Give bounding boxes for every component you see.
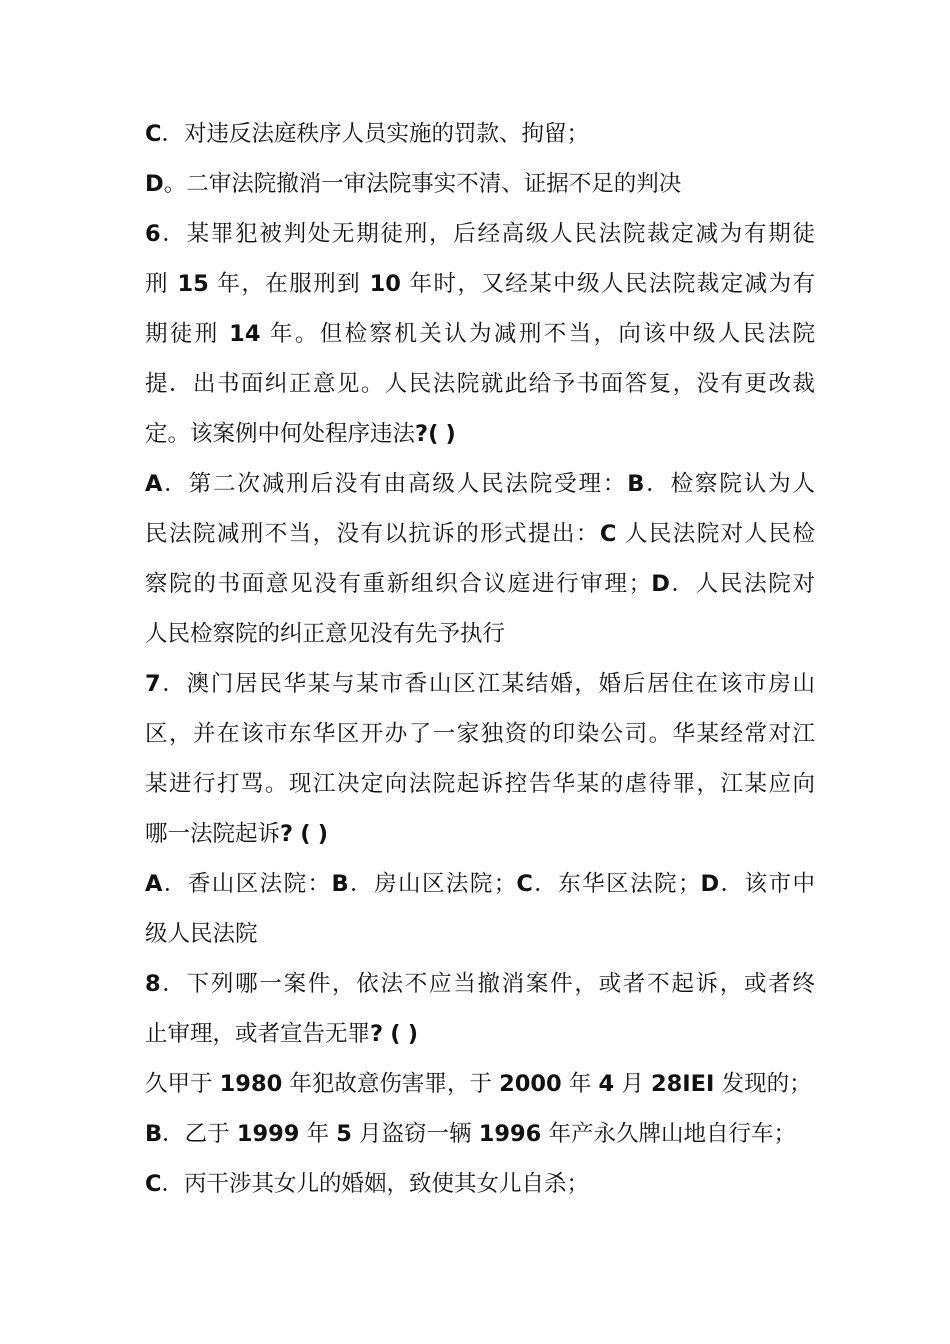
question-8-line-1: 8．下列哪一案件，依法不应当撤消案件，或者不起诉，或者终 bbox=[145, 971, 815, 997]
question-6-options-line-1: A．第二次减刑后没有由高级人民法院受理：B．检察院认为人 bbox=[145, 471, 815, 497]
question-7-options-line-1: A．香山区法院：B．房山区法院；C．东华区法院；D．该市中 bbox=[145, 871, 815, 897]
question-6-line-2: 刑 15 年，在服刑到 10 年时，又经某中级人民法院裁定减为有 bbox=[145, 271, 815, 297]
question-6-options-line-3: 察院的书面意见没有重新组织合议庭进行审理；D．人民法院对 bbox=[145, 571, 815, 597]
question-6-line-4: 提．出书面纠正意见。人民法院就此给予书面答复，没有更改裁 bbox=[145, 371, 815, 397]
question-6-line-1: 6．某罪犯被判处无期徒刑，后经高级人民法院裁定减为有期徒 bbox=[145, 221, 815, 247]
question-6-line-5: 定。该案例中何处程序违法?( ) bbox=[145, 421, 456, 447]
question-6-options-line-4: 人民检察院的纠正意见没有先予执行 bbox=[145, 621, 506, 647]
question-7-options-line-2: 级人民法院 bbox=[145, 921, 258, 947]
question-8-option-a: 久甲于 1980 年犯故意伤害罪，于 2000 年 4 月 28IEI 发现的； bbox=[145, 1071, 812, 1097]
option-c-line: C．对违反法庭秩序人员实施的罚款、拘留； bbox=[145, 121, 590, 147]
question-7-line-3: 某进行打骂。现江决定向法院起诉控告华某的虐待罪，江某应向 bbox=[145, 771, 815, 797]
question-6-line-3: 期徒刑 14 年。但检察机关认为减刑不当，向该中级人民法院 bbox=[145, 321, 815, 347]
question-7-line-1: 7．澳门居民华某与某市香山区江某结婚，婚后居住在该市房山 bbox=[145, 671, 815, 697]
question-8-line-2: 止审理，或者宣告无罪? ( ) bbox=[145, 1021, 418, 1047]
question-8-option-c: C．丙干涉其女儿的婚姻，致使其女儿自杀； bbox=[145, 1171, 590, 1197]
option-d-line: D。二审法院撤消一审法院事实不清、证据不足的判决 bbox=[145, 171, 682, 197]
question-7-line-2: 区，并在该市东华区开办了一家独资的印染公司。华某经常对江 bbox=[145, 721, 815, 747]
question-8-option-b: B．乙于 1999 年 5 月盗窃一辆 1996 年产永久牌山地自行车； bbox=[145, 1121, 796, 1147]
question-6-options-line-2: 民法院减刑不当，没有以抗诉的形式提出：C 人民法院对人民检 bbox=[145, 521, 815, 547]
question-7-line-4: 哪一法院起诉? ( ) bbox=[145, 821, 328, 847]
